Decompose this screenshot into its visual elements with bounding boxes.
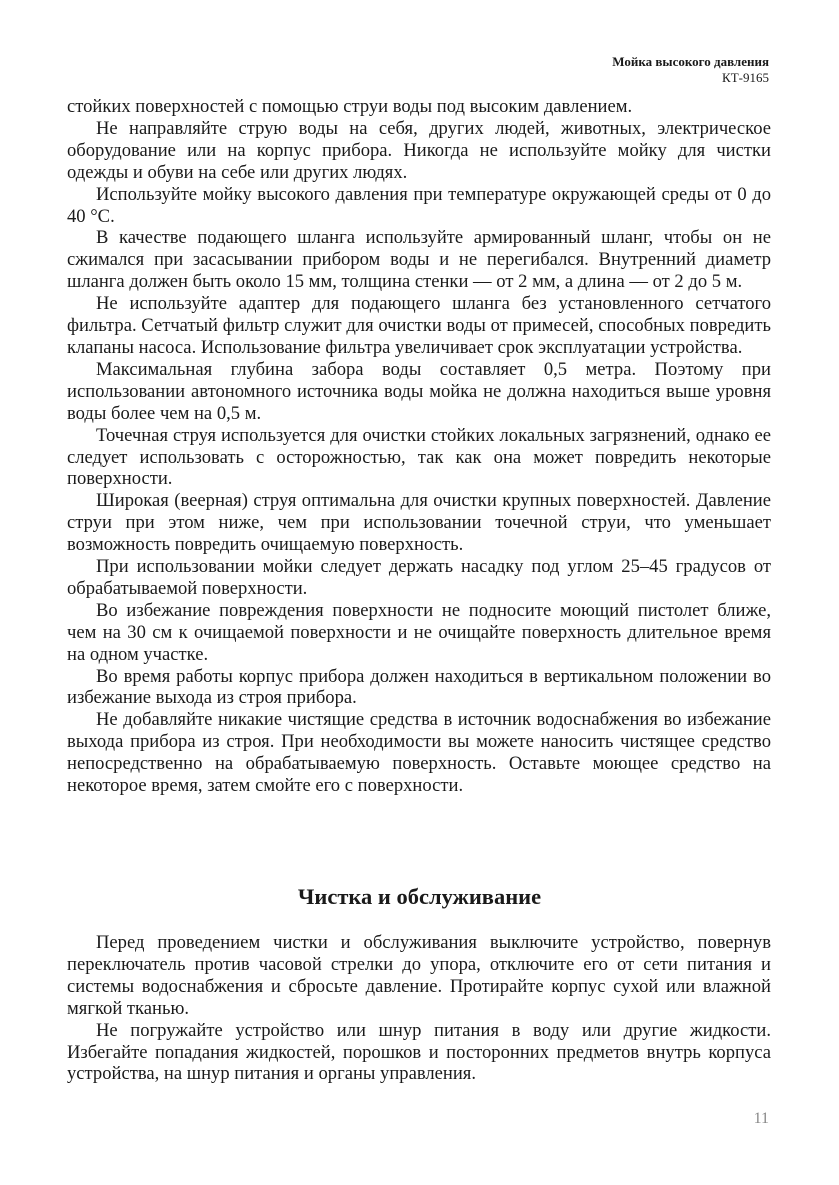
paragraph: Не используйте адаптер для подающего шланга без установленного сетчатого фильтра. Сетчатый фильтр служит для очистки воды от примесей, способных повредить клапаны насоса. Использование фильтра увеличивает срок эксплуатации устройства. [67, 293, 771, 358]
paragraph: В качестве подающего шланга используйте армированный шланг, чтобы он не сжимался при засасывании прибором воды и не перегибался. Внутренний диаметр шланга должен быть около 15 мм, толщина стенки — от 2 мм, а длина — от 2 до 5 м. [67, 227, 771, 293]
section-heading-cleaning: Чистка и обслуживание [297, 884, 542, 909]
paragraph: Не погружайте устройство или шнур питания в воду или другие жидкости. Избегайте попадания жидкостей, порошков и посторонних предметов внутрь корпуса устройства, на шнур питания и органы управления. [67, 1019, 771, 1085]
cleaning-instructions-text [67, 932, 771, 1085]
paragraph: Не направляйте струю воды на себя, других людей, животных, электрическое оборудование или на корпус прибора. Никогда не используйте мойку для чистки одежды и обуви на себе или других людях. [67, 117, 771, 183]
paragraph: Используйте мойку высокого давления при температуре окружающей среды от 0 до 40 °С. [67, 183, 771, 227]
paragraph: Перед проведением чистки и обслуживания выключите устройство, повернув переключатель против часовой стрелки до упора, отключите его от сети питания и системы водоснабжения и сбросьте давление. Протирайте корпус сухой или влажной мягкой тканью. [67, 932, 771, 1019]
paragraph: При использовании мойки следует держать насадку под углом 25–45 градусов от обрабатываемой поверхности. [67, 556, 771, 599]
page-number: 11 [753, 1110, 769, 1127]
paragraph: Точечная струя используется для очистки стойких локальных загрязнений, однако ее следует использовать с осторожностью, так как она может повредить некоторые поверхности. [67, 424, 771, 490]
header-model-number: КТ-9165 [722, 70, 769, 85]
running-header [612, 54, 769, 86]
paragraph: Во время работы корпус прибора должен находиться в вертикальном положении во избежание выхода из строя прибора. [67, 665, 771, 709]
paragraph: Не добавляйте никакие чистящие средства в источник водоснабжения во избежание выхода прибора из строя. При необходимости вы можете наносить чистящее средство непосредственно на обрабатываемую поверхность. Оставьте моющее средство на некоторое время, затем смойте его с поверхности. [67, 709, 771, 797]
header-product-title: Мойка высокого давления [612, 54, 769, 69]
paragraph: стойких поверхностей с помощью струи воды под высоким давлением. [67, 96, 633, 117]
paragraph: Во избежание повреждения поверхности не подносите моющий пистолет ближе, чем на 30 см к очищаемой поверхности и не очищайте поверхность длительное время на одном участке. [67, 599, 771, 665]
paragraph: Максимальная глубина забора воды составляет 0,5 метра. Поэтому при использовании автономного источника воды мойка не должна находиться выше уровня воды более чем на 0,5 м. [67, 358, 771, 424]
paragraph: Широкая (веерная) струя оптимальна для очистки крупных поверхностей. Давление струи при этом ниже, чем при использовании точечной струи, что уменьшает возможность повредить очищаемую поверхность. [67, 490, 771, 556]
safety-instructions-text [67, 96, 771, 797]
